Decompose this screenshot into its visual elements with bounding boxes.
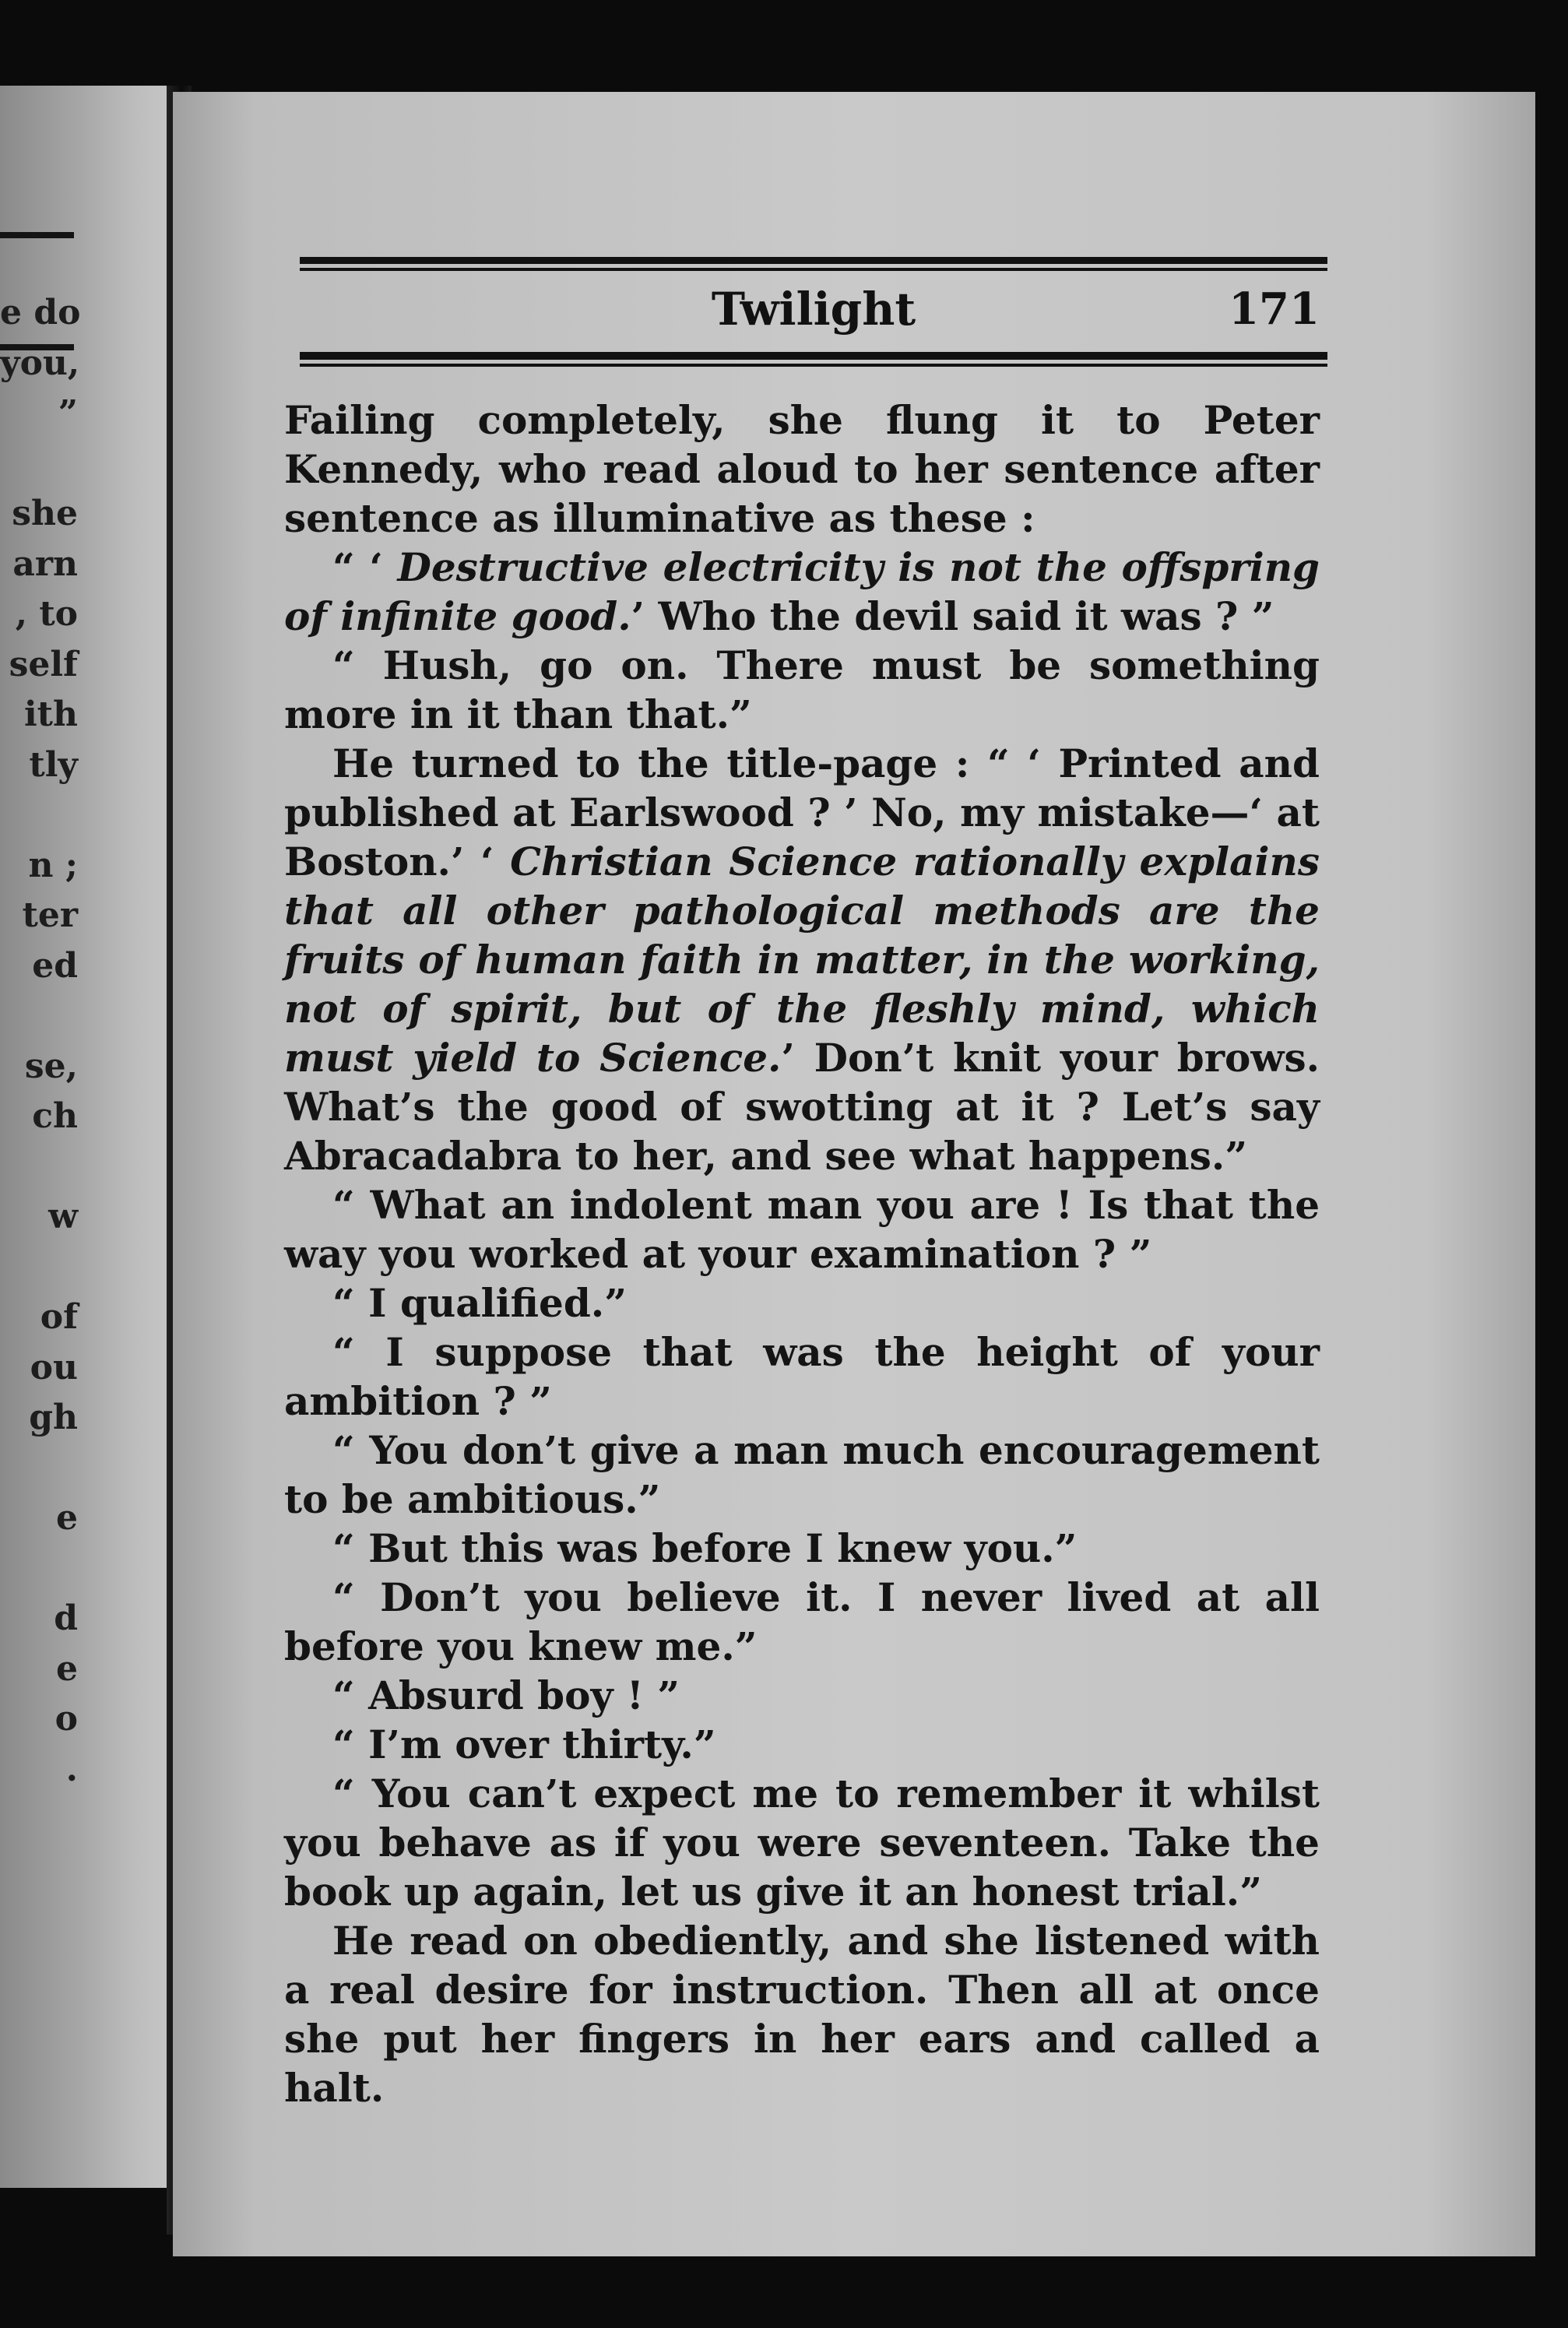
left-page-fragment: . [65, 1749, 78, 1789]
running-title: Twilight [711, 283, 916, 336]
paragraph [284, 1573, 1320, 1671]
paragraph [284, 1916, 1320, 2112]
left-page-fragment: ed [32, 945, 78, 986]
paragraph [284, 1720, 1320, 1769]
left-page-fragment: e [56, 1648, 78, 1689]
paragraph [284, 543, 1320, 641]
left-page [0, 86, 181, 2188]
left-page-fragment: of [40, 1297, 78, 1337]
paragraph-text: “ But this was before I knew you.” [332, 1525, 1078, 1571]
paragraph-text: ’ Don’t knit your brows. What’s the good of swotting at it ? Let’s say Abracadabra to her, and see what happens.” [284, 1035, 1320, 1179]
left-page-fragment: ” [58, 393, 78, 433]
left-page-fragment: you, [0, 343, 80, 383]
paragraph-text: “ Absurd boy ! ” [332, 1672, 680, 1718]
left-page-fragment: se, [24, 1046, 78, 1086]
header-rule-top-thin [300, 268, 1327, 271]
left-page-fragment: ith [23, 695, 78, 734]
paragraph-text: “ You don’t give a man much encouragement to be ambitious.” [284, 1427, 1320, 1522]
paragraph [284, 1769, 1320, 1916]
paragraph [284, 1180, 1320, 1278]
left-page-fragment: gh [29, 1398, 78, 1437]
left-page-fragment: w [48, 1197, 78, 1236]
paragraph [284, 739, 1320, 1180]
paragraph [284, 1426, 1320, 1524]
header-rule-bottom-thin [300, 364, 1327, 367]
paragraph-text: “ I suppose that was the height of your ambition ? ” [284, 1329, 1320, 1424]
paragraph [284, 1278, 1320, 1328]
left-page-fragment: she [12, 494, 78, 533]
paragraph [284, 396, 1320, 543]
italic-quotation: Christian Science rationally explains that all other pathological methods are the fruits of human faith in matter, in the working, not of spirit, but of the fleshly mind, which must yield to Science. [284, 839, 1320, 1081]
header-rule-bottom [300, 352, 1327, 360]
left-page-fragment: self [9, 644, 78, 684]
left-page-fragment: ter [22, 895, 78, 935]
paragraph-text: “ I qualified.” [332, 1280, 627, 1326]
paragraph-text: He read on obediently, and she listened with a real desire for instruction. Then all at once she put her fingers in her ears and called a halt. [284, 1918, 1320, 2111]
paragraph-text: “ I’m over thirty.” [332, 1721, 716, 1767]
header-rule-top [300, 257, 1327, 264]
italic-quotation: Destructive electricity is not the offspring of infinite good. [284, 544, 1320, 639]
running-header [300, 282, 1327, 336]
left-page-fragment: e [56, 1498, 78, 1538]
left-page-fragment: ch [32, 1096, 78, 1136]
left-page-fragment: arn [12, 543, 78, 584]
left-page-fragment: n ; [28, 845, 78, 885]
paragraph-text: “ You can’t expect me to remember it whilst you behave as if you were seventeen. Take the book up again, let us give it an honest trial.” [284, 1771, 1320, 1915]
paragraph-text: Failing completely, she flung it to Peter Kennedy, who read aloud to her sentence after sentence as illuminative as these : [284, 397, 1320, 541]
left-page-fragment: o [54, 1699, 78, 1739]
paragraph [284, 641, 1320, 739]
paragraph-text: ’ Who the devil said it was ? ” [631, 593, 1274, 639]
left-page-rule-top [0, 232, 74, 238]
paragraph-text: He turned to the title-page : “ ‘ Printed and published at Earlswood ? ’ No, my mistake—‘ at Boston.’ ‘ [284, 740, 1320, 884]
quote-open: “ ‘ [332, 544, 398, 590]
paragraph-text: “ Hush, go on. There must be something more in it than that.” [284, 642, 1320, 737]
left-page-fragment: e do [0, 293, 81, 332]
left-page-fragment: tly [29, 744, 78, 785]
body-text [284, 396, 1320, 2112]
left-page-fragment: d [54, 1598, 78, 1638]
left-page-fragment: ou [30, 1347, 78, 1387]
paragraph-text: “ Don’t you believe it. I never lived at all before you knew me.” [284, 1574, 1320, 1669]
paragraph [284, 1671, 1320, 1720]
paragraph-text: “ What an indolent man you are ! Is that the way you worked at your examination ? ” [284, 1182, 1320, 1277]
left-page-fragment: , to [15, 594, 78, 634]
page-number: 171 [1229, 283, 1320, 335]
paragraph [284, 1328, 1320, 1426]
paragraph [284, 1524, 1320, 1573]
